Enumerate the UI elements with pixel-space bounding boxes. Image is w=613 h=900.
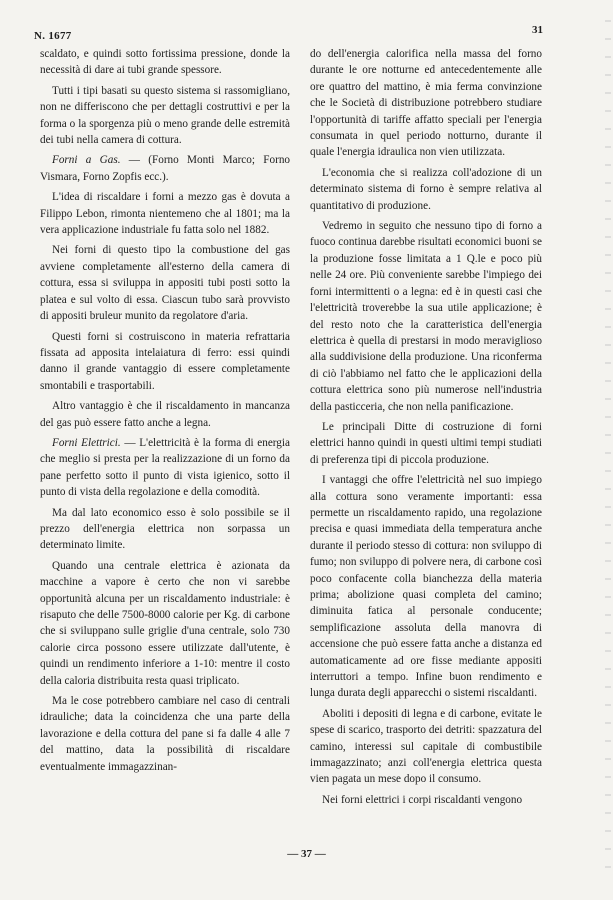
- section-title: Forni a Gas.: [52, 154, 121, 167]
- paragraph: Ma le cose potrebbero cambiare nel caso di centrali idrauliche; data la coincidenza che una parte della lavorazione e della cottura del pane si fa dalle 4 alle 7 del mattino, data la possibilità di riscaldare eventualmente immagazzinan-: [40, 695, 290, 773]
- section-title: Forni Elettrici.: [52, 436, 121, 449]
- section-heading-gas: [40, 152, 290, 185]
- paragraph: Ma dal lato economico esso è solo possibile se il prezzo dell'energia elettrica non sorpassa un determinato limite.: [40, 506, 290, 552]
- paragraph: scaldato, e quindi sotto fortissima pressione, donde la necessità di dare ai tubi grande spessore.: [40, 48, 290, 77]
- paragraph: Nei forni di questo tipo la combustione del gas avviene completamente all'esterno della camera di cottura, essa si sviluppa in appositi tubi posti sotto la platea e sul volto di essa. Ciascun tubo sarà provvisto di appositi bruleur munito da regolatore d'aria.: [40, 244, 290, 323]
- paragraph: Questi forni si costruiscono in materia refrattaria fissata ad apposita intelaiatura di ferro: essi quindi danno il grande vantaggio di essere completamente smontabili e trasportabili.: [40, 330, 290, 392]
- paragraph: Vedremo in seguito che nessuno tipo di forno a fuoco continua darebbe risultati economici buoni se la produzione fosse limitata a 1 Q.le e poco più nelle 24 ore. Più conveniente sarebbe l'impiego dei forni intermittenti o a legna: ed è in questi casi che l'elettricità troverebbe la sua utile applicazione; è del resto noto che la caratteristica dell'energia elettrica è quella di prestarsi in modo meraviglioso alla suddivisione della produzione. Una riconferma di ciò l'abbiamo nel fatto che le applicazioni della cottura elettrica sono più numerose nell'industria della pasticceria, che non nella panificazione.: [310, 220, 542, 413]
- section-text: — L'elettricità è la forma di energia che meglio si presta per la realizzazione di un forno da pane perfetto sotto il punto di vista igienico, sotto il punto di vista della regolazione e della comodità.: [40, 436, 290, 499]
- paragraph: I vantaggi che offre l'elettricità nel suo impiego alla cottura sono veramente importanti: essa permette un riscaldamento rapido, una regolazione precisa e quasi immediata della temperatura anche durante il periodo stesso di cottura: non sviluppo di fumo; non sviluppo di polvere nera, di carbone così poco confacente colla bianchezza della materia prima; abolizione quasi completa del camino; diminuita fatica al personale conducente; semplificazione assoluta della manovra di accensione che può essere fatta anche a distanza ed automaticamente ad ore fisse mediante appositi interruttori a tempo. Infine buon rendimento e lunga durata degli apparecchi o sistemi riscaldanti.: [310, 474, 542, 700]
- paragraph: Quando una centrale elettrica è azionata da macchine a vapore è certo che non vi sarebbe opportunità alcuna per un riscaldamento industriale: è risaputo che delle 7500-8000 calorie per Kg. di carbone che si sviluppano sulle griglie d'una centrale, solo 730 calorie circa possono essere utilizzate dall'utente, è quindi un rendimento inferiore a 1-10: mentre il costo della caloria distribuita resta quasi triplicato.: [40, 559, 290, 687]
- paragraph: Aboliti i depositi di legna e di carbone, evitate le spese di scarico, trasporto dei detriti: spazzatura del camino, interessi sul capitale di combustibile immagazzinato; anzi coll'energia elettrica questa vien pagata un mese dopo il consumo.: [310, 707, 542, 786]
- left-column: [40, 46, 290, 779]
- page-number: 31: [532, 24, 543, 36]
- paragraph: do dell'energia calorifica nella massa del forno durante le ore notturne ed antecedentemente alle ore quattro del mattino, è mia ferma convinzione che le Società di distribuzione potrebbero studiare l'opportunità di tariffe affatto speciali per l'energia consumata in quel periodo notturno, durante il quale l'energia idraulica non vien utilizzata.: [310, 48, 542, 159]
- paragraph: Altro vantaggio è che il riscaldamento in mancanza del gas può essere fatto anche a legna.: [40, 400, 290, 429]
- page-folio: — 37 —: [287, 848, 326, 860]
- paragraph: Tutti i tipi basati su questo sistema si rassomigliano, non ne differiscono che per dettagli costruttivi e per la forma o la sporgenza più o meno grande delle estremità dei tubi nella camera di cottura.: [40, 84, 290, 147]
- paragraph: L'idea di riscaldare i forni a mezzo gas è dovuta a Filippo Lebon, rimonta nientemeno che al 1801; ma la vera applicazione industriale fu fatta solo nel 1882.: [40, 191, 290, 237]
- issue-number: N. 1677: [34, 30, 72, 42]
- page-edge-shadow: [605, 20, 611, 880]
- paragraph: Le principali Ditte di costruzione di forni elettrici hanno quindi in questi ultimi tempi studiati di preferenza tipi di piccola produzione.: [310, 420, 542, 466]
- paragraph: L'economia che si realizza coll'adozione di un determinato sistema di forno è sempre relativa al quantitativo di produzione.: [310, 166, 542, 212]
- section-heading-electric: [40, 435, 290, 501]
- paragraph: Nei forni elettrici i corpi riscaldanti vengono: [322, 793, 523, 806]
- section-subtitle: — (Forno Monti Marco; Forno Vismara, Forno Zopfis ecc.).: [40, 154, 291, 183]
- right-column: [310, 46, 542, 812]
